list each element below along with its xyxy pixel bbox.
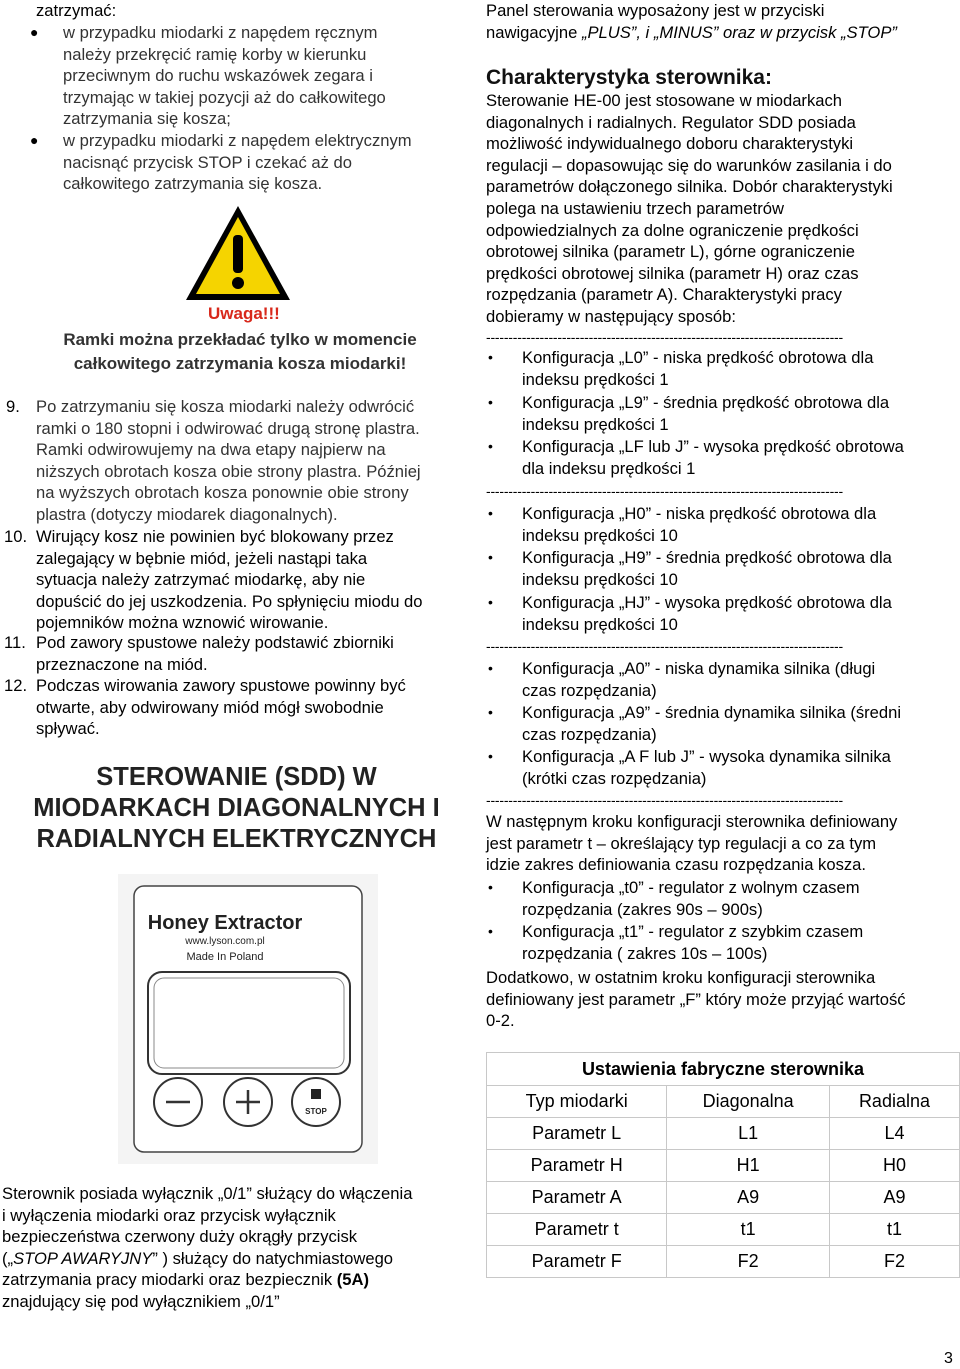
- text-line: Ramki można przekładać tylko w momencie: [63, 330, 417, 349]
- bullet-icon: •: [488, 923, 493, 939]
- text-line: znajdujący się pod wyłącznikiem „0/1”: [2, 1291, 280, 1311]
- text-line: rozpędzania (parametr A). Charakterystyki pracy: [486, 285, 842, 305]
- bullet-icon: •: [488, 879, 493, 895]
- minus-button: [154, 1078, 202, 1126]
- bullet-icon: •: [488, 660, 493, 676]
- table-title: Ustawienia fabryczne sterownika: [487, 1053, 960, 1086]
- text-line: parametrów dołączonego silnika. Dobór charakterystyki: [486, 177, 893, 197]
- step-number: 11.: [4, 633, 26, 652]
- device-url: www.lyson.com.pl: [185, 936, 265, 947]
- controller-description: [2, 1183, 472, 1313]
- text-line: Podczas wirowania zawory spustowe powinny być: [36, 676, 406, 695]
- text-line: bezpieczeństwa czerwony duży okrągły przycisk: [2, 1227, 358, 1247]
- text-line: nacisnąć przycisk STOP i czekać aż do: [63, 152, 352, 172]
- characteristics-paragraph: [486, 90, 960, 328]
- final-paragraph: Dodatkowo, w ostatnim kroku konfiguracji sterownika definiowany jest parametr „F” który może przyjąć wartość 0-2.: [486, 968, 906, 1031]
- warning-title: Uwaga!!!: [208, 304, 280, 323]
- table-row: Parametr t t1 t1: [487, 1214, 960, 1246]
- device-made: Made In Poland: [186, 951, 264, 963]
- bullet-icon: •: [488, 549, 493, 565]
- heading-line: RADIALNYCH ELEKTRYCZNYCH: [36, 825, 437, 853]
- step-number: 10.: [4, 527, 28, 546]
- text-line: prędkości obrotowej silnika (parametr H) oraz czas: [486, 263, 859, 283]
- text-line: dopuścić do jej uszkodzenia. Po spłynięciu miodu do: [36, 591, 423, 611]
- text-line: możliwość indywidualnego doboru charakterystyki: [486, 134, 854, 154]
- text-line: nawigacyjne „PLUS”, i „MINUS” oraz w przycisk „STOP”: [486, 22, 897, 42]
- warning-text: [30, 328, 450, 376]
- text-line: regulacji – dopasowując się do warunków zasilania i do: [486, 155, 892, 175]
- svg-text:STOP: STOP: [305, 1107, 327, 1116]
- heading-line: MIODARKACH DIAGONALNYCH I: [33, 794, 440, 822]
- step-number: 9.: [6, 397, 20, 416]
- text-line: plastra (dotyczy miodarek diagonalnych).: [36, 504, 338, 524]
- text-line: należy przekręcić ramię korby w kierunku: [63, 44, 367, 64]
- next-step-paragraph: W następnym kroku konfiguracji sterownika definiowany jest parametr t – określający typ regulacji a co za tym idzie zakres definiowania czasu rozpędzania kosza.: [486, 812, 898, 875]
- text-line: pojemników można wznowić wirowanie.: [36, 613, 329, 633]
- bullet-icon: ●: [30, 24, 39, 40]
- bullet-icon: •: [488, 438, 493, 454]
- text-line: polega na ustawieniu trzech parametrów: [486, 198, 784, 218]
- section-heading: [0, 762, 473, 855]
- separator: --------------------------------------------------------------------------------: [486, 792, 843, 808]
- table-header-row: Typ miodarki Diagonalna Radialna: [487, 1086, 960, 1118]
- text-line: całkowitego zatrzymania kosza miodarki!: [73, 354, 407, 373]
- panel-description: [486, 0, 960, 43]
- text-line: w przypadku miodarki z napędem elektrycznym: [63, 131, 412, 150]
- text-line: spływać.: [36, 719, 100, 739]
- text-line: przeciwnym do ruchu wskazówek zegara i: [63, 66, 373, 86]
- text-line: w przypadku miodarki z napędem ręcznym: [63, 23, 378, 42]
- bullet-icon: •: [488, 748, 493, 764]
- text-line: przeznaczone na miód.: [36, 654, 208, 674]
- text-line: trzymając w takiej pozycji aż do całkowitego: [63, 87, 386, 107]
- text-line: ramki o 180 stopni i odwirować drugą stronę plastra.: [36, 418, 420, 438]
- bullet-icon: ●: [30, 132, 39, 148]
- text-line: zatrzymania pracy miodarki oraz bezpiecznik (5A): [2, 1270, 370, 1290]
- bullet-icon: •: [488, 394, 493, 410]
- plus-button: [224, 1078, 272, 1126]
- separator: --------------------------------------------------------------------------------: [486, 638, 843, 654]
- device-title: Honey Extractor: [147, 912, 303, 934]
- factory-settings-table: [486, 1052, 960, 1278]
- characteristics-heading: Charakterystyka sterownika:: [486, 66, 772, 89]
- text-line: („STOP AWARYJNY” ) służący do natychmiastowego: [2, 1248, 394, 1268]
- text-line: Sterownik posiada wyłącznik „0/1” służący do włączenia: [2, 1184, 413, 1203]
- table-row: Parametr F F2 F2: [487, 1246, 960, 1278]
- bullet-icon: •: [488, 349, 493, 365]
- text-line: Sterowanie HE-00 jest stosowane w miodarkach: [486, 91, 843, 110]
- text-line: Po zatrzymaniu się kosza miodarki należy odwrócić: [36, 397, 415, 416]
- text-line: sytuacja należy zatrzymać miodarkę, aby nie: [36, 570, 366, 590]
- text-line: dobieramy w następujący sposób:: [486, 306, 736, 326]
- stop-button: [292, 1078, 340, 1126]
- text-line: Ramki odwirowujemy na dwa etapy najpierw na: [36, 440, 386, 460]
- display-window: [148, 972, 350, 1074]
- table-row: Parametr L L1 L4: [487, 1118, 960, 1150]
- table-row: Parametr A A9 A9: [487, 1182, 960, 1214]
- table-row: Parametr H H1 H0: [487, 1150, 960, 1182]
- text-line: i wyłączenia miodarki oraz przycisk wyłącznik: [2, 1205, 336, 1225]
- page-number: 3: [944, 1350, 953, 1367]
- text-line: niższych obrotach kosza obie strony plastra. Później: [36, 461, 421, 481]
- text-line: diagonalnych i radialnych. Regulator SDD posiada: [486, 112, 856, 132]
- text-line: Wirujący kosz nie powinien być blokowany przez: [36, 527, 394, 546]
- separator: --------------------------------------------------------------------------------: [486, 329, 843, 345]
- text-line: Panel sterowania wyposażony jest w przyciski: [486, 1, 825, 20]
- bullet-icon: •: [488, 594, 493, 610]
- separator: --------------------------------------------------------------------------------: [486, 483, 843, 499]
- text-line: zalegający w bębnie miód, jeżeli nastąpi taka: [36, 548, 368, 568]
- text-line: zatrzymania się kosza;: [63, 109, 231, 129]
- text-line: odpowiedzialnych za dolne ograniczenie prędkości: [486, 220, 859, 240]
- text-line: otwarte, aby odwirowany miód mógł swobodnie: [36, 697, 384, 717]
- text-line: Pod zawory spustowe należy podstawić zbiorniki: [36, 633, 394, 652]
- bullet-icon: •: [488, 704, 493, 720]
- bullet-icon: •: [488, 505, 493, 521]
- warning-triangle-icon: [183, 203, 293, 303]
- heading-line: STEROWANIE (SDD) W: [96, 763, 377, 791]
- text-line: na wyższych obrotach kosza ponownie obie strony: [36, 483, 409, 503]
- intro-text: zatrzymać:: [36, 1, 117, 20]
- text-line: całkowitego zatrzymania się kosza.: [63, 174, 323, 194]
- step-number: 12.: [4, 676, 28, 695]
- text-line: obrotowej silnika (parametr L), górne ograniczenie: [486, 242, 855, 262]
- controller-panel-image: [118, 874, 378, 1164]
